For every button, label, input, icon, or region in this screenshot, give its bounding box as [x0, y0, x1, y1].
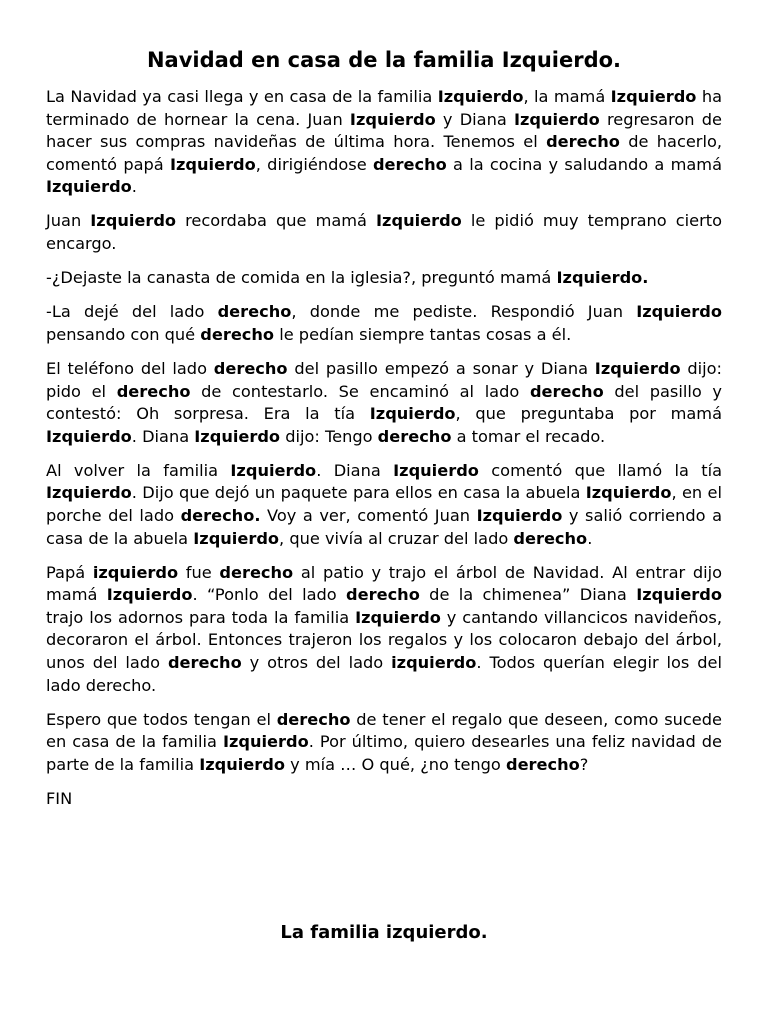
text-run: pensando con qué [46, 324, 201, 344]
text-run: -La dejé del lado [46, 302, 218, 322]
text-run: , que preguntaba por mamá [455, 404, 722, 424]
bold-word: Izquierdo. [556, 268, 649, 288]
text-run: Juan [46, 211, 91, 231]
paragraph [46, 460, 722, 550]
bold-word: derecho. [180, 506, 261, 525]
text-run: , donde me pediste. Respondió Juan [291, 302, 637, 322]
bold-word: Izquierdo [46, 177, 132, 197]
bold-word: derecho [546, 132, 620, 152]
paragraph [46, 709, 722, 777]
bold-word: Izquierdo [636, 585, 722, 605]
text-run: . [587, 528, 593, 548]
bold-word: derecho [529, 381, 604, 401]
text-run: regresaron de hacer sus compras navideñas de última hora. Tenemos el [46, 109, 723, 152]
paragraph [46, 267, 722, 290]
bold-word: derecho [116, 381, 191, 401]
bold-word: Izquierdo [349, 109, 436, 129]
text-run: le pedían siempre tantas cosas a él. [274, 324, 572, 344]
paragraph [46, 301, 722, 346]
text-run: -¿Dejaste la canasta de comida en la iglesia?, preguntó mamá [46, 268, 557, 288]
text-run: de la chimenea” Diana [419, 585, 637, 605]
text-run: Al volver la familia [46, 460, 231, 480]
bold-word: izquierdo [92, 562, 179, 582]
text-run: Espero que todos tengan el [46, 709, 277, 729]
text-run: . Por último, quiero desearles una feliz navidad de parte de la familia [46, 732, 722, 774]
bold-word: Izquierdo [355, 607, 441, 627]
text-run: y Diana [435, 109, 514, 129]
text-run: Papá [46, 562, 93, 582]
text-run: . Diana [316, 460, 394, 480]
text-run: , que vivía al cruzar del lado [279, 528, 514, 548]
text-run: y mía … O qué, ¿no tengo [284, 754, 506, 774]
bold-word: Izquierdo [222, 732, 309, 752]
bold-word: Izquierdo [369, 404, 456, 424]
text-run: del pasillo y contestó: Oh sorpresa. Era la tía [46, 381, 722, 424]
text-run: al patio y trajo el árbol de Navidad. Al entrar dijo mamá [46, 562, 723, 605]
text-run: . “Ponlo del lado [192, 585, 347, 605]
text-run: comentó que llamó la tía [478, 460, 723, 480]
text-run: de hacerlo, comentó papá [46, 132, 723, 174]
text-run: , en el porche del lado [46, 483, 722, 525]
bold-word: Izquierdo [513, 109, 600, 129]
signature: La familia izquierdo. [280, 922, 488, 943]
bold-word: Izquierdo [594, 358, 681, 378]
bold-word: Izquierdo [169, 154, 256, 174]
text-run: y otros del lado [241, 653, 392, 673]
paragraph [46, 86, 722, 199]
bold-word: Izquierdo [376, 211, 462, 231]
text-run: a tomar el recado. [451, 426, 606, 446]
text-run: y cantando villancicos navideños, decoraron el árbol. Entonces trajeron los regalos y los colocaron debajo del árbol, unos del lado [46, 607, 722, 673]
bold-word: derecho [219, 562, 294, 582]
bold-word: Izquierdo [90, 211, 177, 231]
text-run: . [131, 177, 137, 197]
bold-word: derecho [377, 426, 452, 446]
bold-word: Izquierdo [46, 426, 132, 446]
text-run: . Todos querían elegir los del lado derecho. [46, 653, 723, 695]
text-run: , dirigiéndose [255, 154, 373, 174]
bold-word: derecho [513, 528, 588, 548]
text-run: FIN [46, 789, 73, 809]
bold-word: Izquierdo [437, 87, 524, 106]
bold-word: derecho [372, 154, 447, 174]
text-run: fue [178, 562, 220, 582]
bold-word: Izquierdo [476, 506, 563, 525]
paragraph [46, 210, 722, 255]
bold-word: derecho [346, 585, 420, 605]
text-run: de tener el regalo que deseen, como sucede en casa de la familia [46, 709, 722, 752]
bold-word: Izquierdo [230, 460, 317, 480]
bold-word: Izquierdo [193, 528, 280, 548]
bold-word: derecho [505, 754, 580, 774]
text-run: de contestarlo. Se encaminó al lado [190, 381, 530, 401]
bold-word: derecho [276, 709, 351, 729]
text-run: . Diana [131, 426, 195, 446]
bold-word: Izquierdo [610, 87, 697, 106]
paragraph [46, 788, 722, 811]
text-run: dijo: Tengo [280, 426, 378, 446]
text-run: La Navidad ya casi llega y en casa de la familia [46, 87, 438, 106]
paragraph [46, 562, 722, 698]
paragraph [46, 358, 722, 448]
text-run: trajo los adornos para toda la familia [46, 607, 356, 627]
bold-word: Izquierdo [393, 460, 479, 480]
bold-word: Izquierdo [199, 754, 285, 774]
bold-word: Izquierdo [585, 483, 672, 503]
text-run: . Dijo que dejó un paquete para ellos en casa la abuela [131, 483, 586, 503]
bold-word: izquierdo [391, 653, 477, 673]
bold-word: Izquierdo [636, 302, 722, 322]
bold-word: Izquierdo [106, 585, 193, 605]
bold-word: derecho [167, 653, 242, 673]
bold-word: derecho [200, 324, 275, 344]
bold-word: derecho [217, 302, 292, 322]
bold-word: derecho [213, 358, 288, 378]
text-run: Voy a ver, comentó Juan [260, 506, 477, 525]
document-title: Navidad en casa de la familia Izquierdo. [146, 48, 622, 72]
text-run: ? [579, 754, 589, 774]
text-run: le pidió muy temprano cierto encargo. [46, 211, 723, 254]
text-run: , la mamá [523, 87, 611, 106]
bold-word: Izquierdo [46, 483, 132, 503]
text-run: recordaba que mamá [176, 211, 377, 231]
text-run: dijo: pido el [46, 358, 723, 401]
story-body [46, 86, 722, 822]
text-run: El teléfono del lado [46, 358, 214, 378]
text-run: y salió corriendo a casa de la abuela [46, 506, 722, 548]
text-run: del pasillo empezó a sonar y Diana [287, 358, 595, 378]
text-run: a la cocina y saludando a mamá [446, 154, 722, 174]
bold-word: Izquierdo [194, 426, 281, 446]
text-run: ha terminado de hornear la cena. Juan [46, 87, 722, 129]
